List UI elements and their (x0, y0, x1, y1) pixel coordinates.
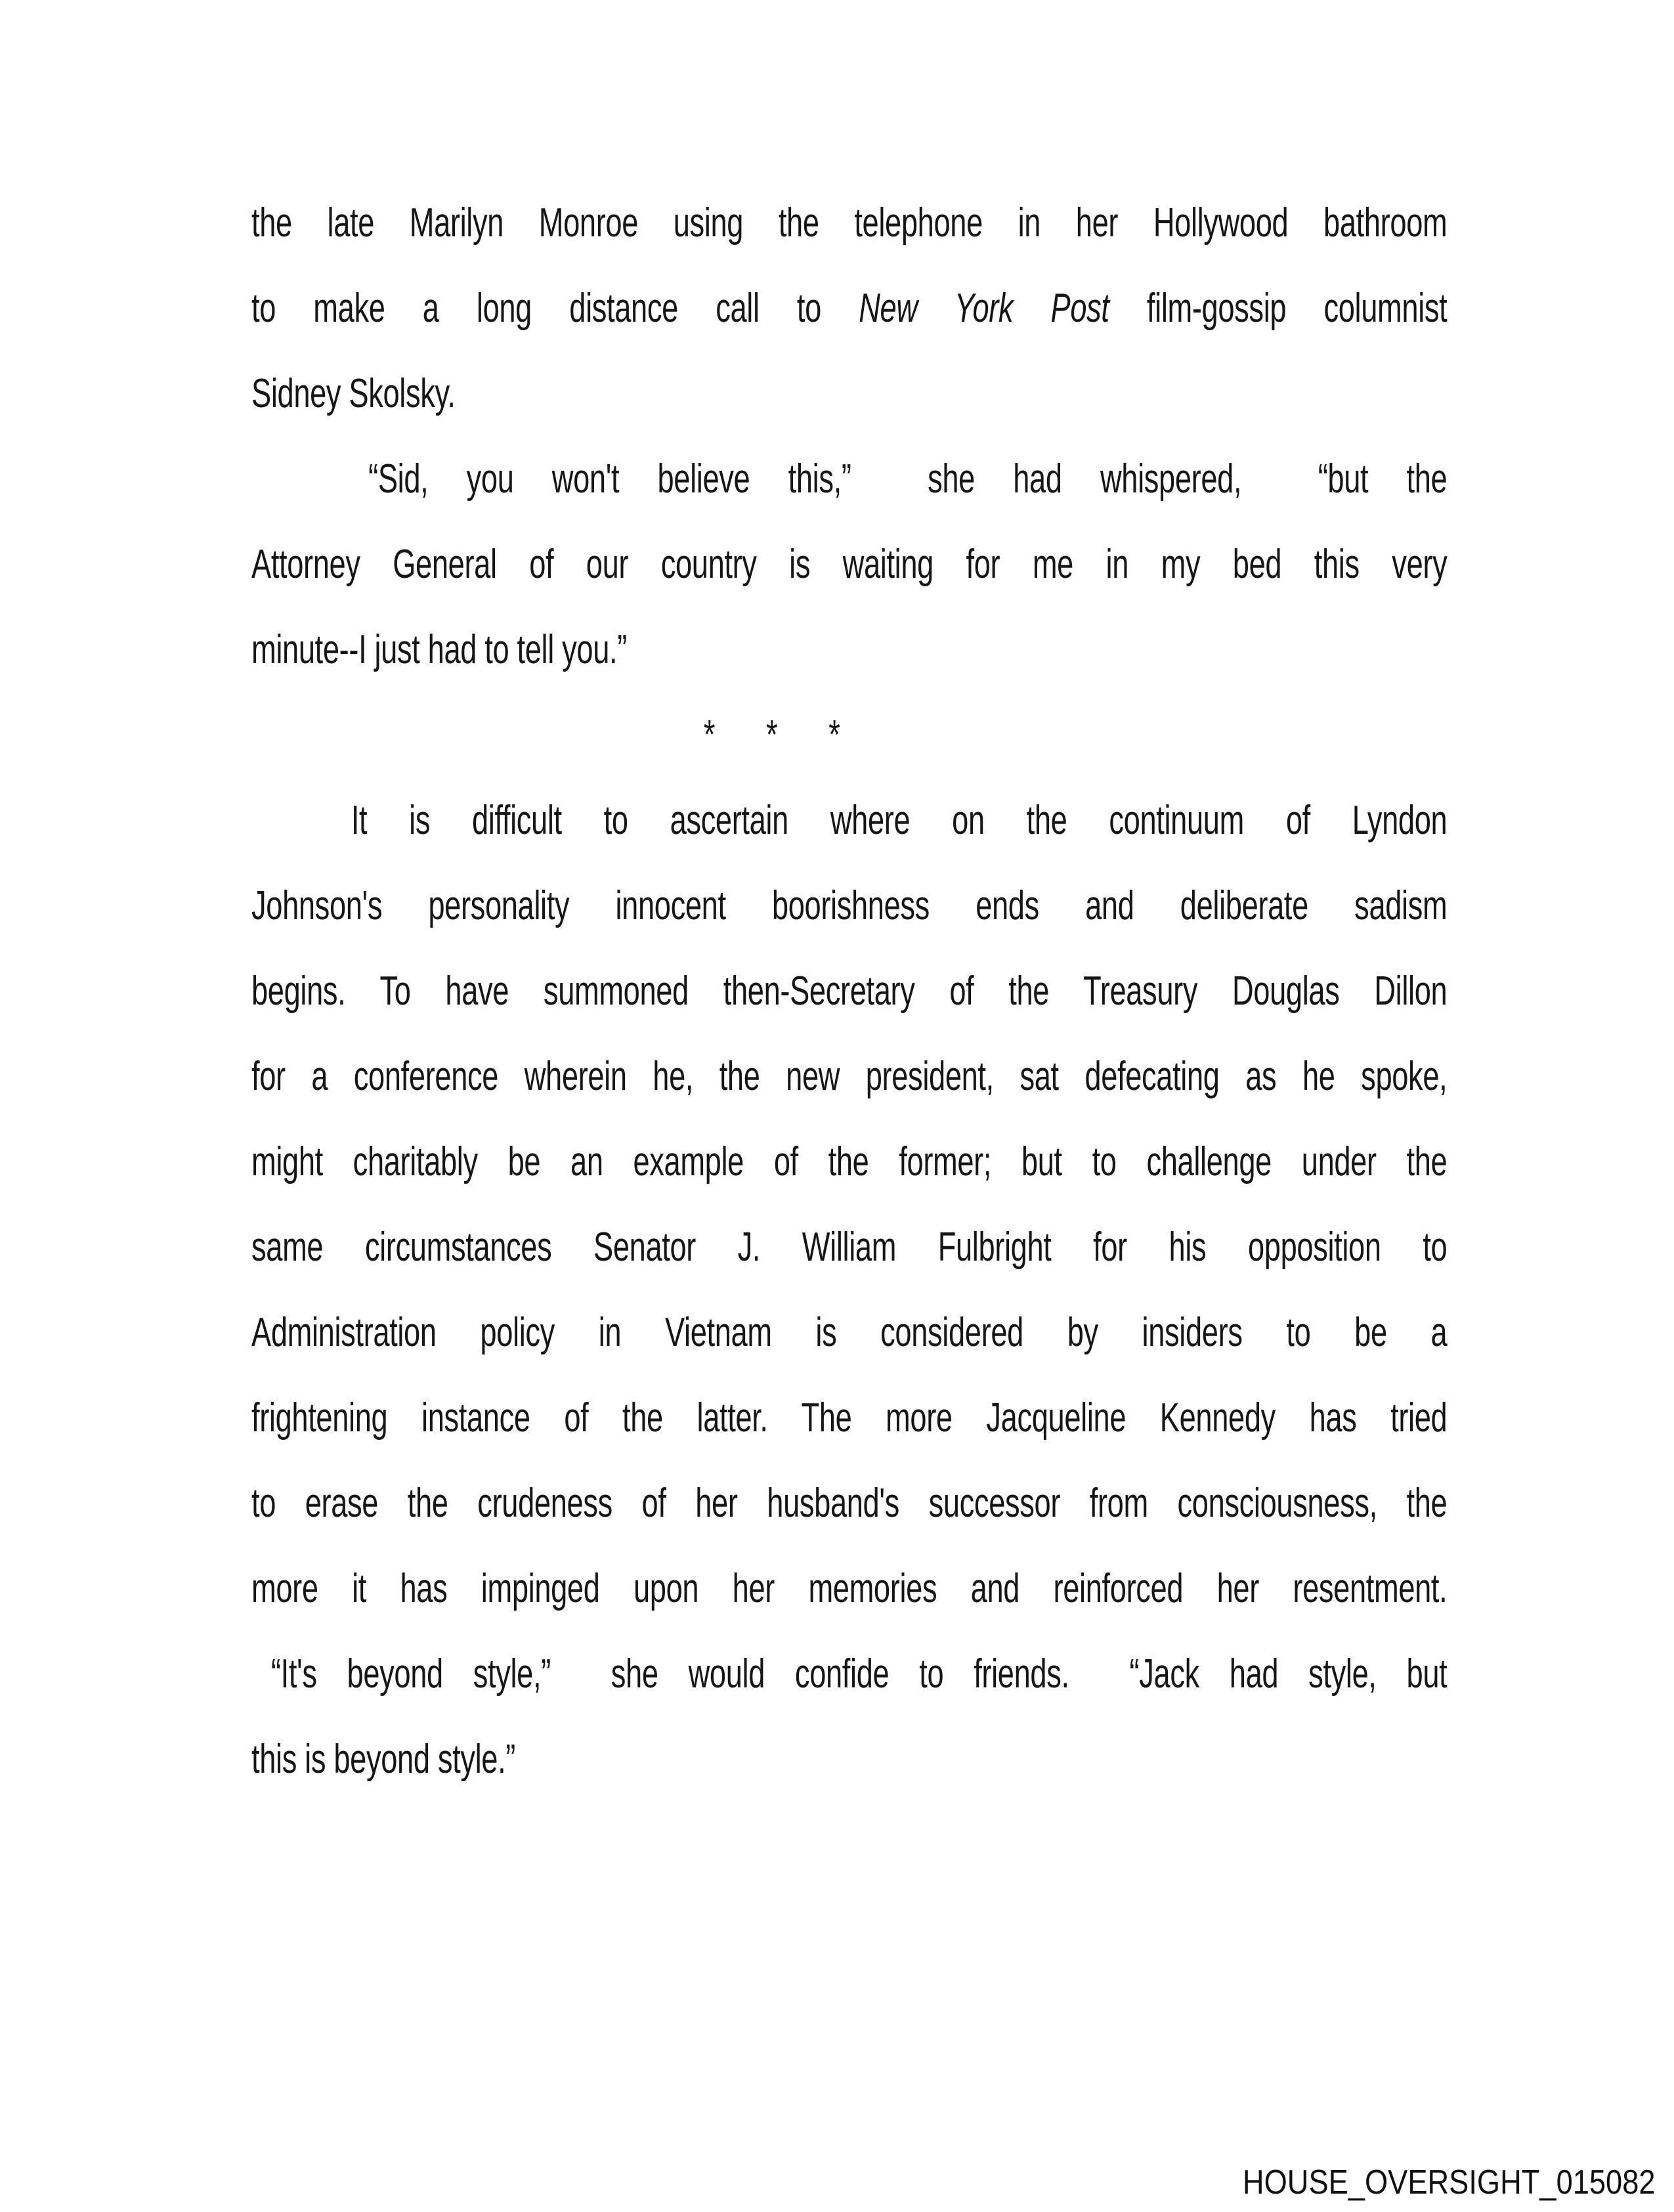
text-line (251, 1717, 1447, 1802)
text-segment: to erase the crudeness of her husband's successor from consciousness, the (251, 1481, 1448, 1526)
text-line (251, 1119, 1447, 1205)
text-line (251, 522, 1447, 607)
text-segment: the late Marilyn Monroe using the telephone in her Hollywood bathroom (251, 200, 1448, 246)
bates-number: HOUSE_OVERSIGHT_015082 (1243, 2163, 1656, 2201)
text-line (251, 1205, 1447, 1290)
italic-text-segment: New York Post (859, 286, 1109, 331)
text-line (251, 181, 1447, 266)
text-segment: “It's beyond style,” she would confide to friends. “Jack had style, but (270, 1651, 1448, 1697)
text-line (251, 1376, 1447, 1461)
text-line (251, 437, 1447, 522)
text-segment: this is beyond style.” (251, 1737, 516, 1782)
text-segment: to make a long distance call to (251, 286, 859, 331)
text-line (251, 1461, 1447, 1546)
text-line (251, 1290, 1447, 1376)
text-segment: Administration policy in Vietnam is considered by insiders to be a (251, 1310, 1448, 1355)
text-segment: * * * (703, 712, 840, 758)
text-line (251, 607, 1447, 693)
text-segment: for a conference wherein he, the new president, sat defecating as he spoke, (251, 1054, 1448, 1099)
text-segment: Sidney Skolsky. (251, 371, 456, 416)
text-segment: begins. To have summoned then-Secretary of the Treasury Douglas Dillon (251, 968, 1448, 1014)
section-break-stars (174, 693, 1369, 778)
text-segment: same circumstances Senator J. William Fulbright for his opposition to (251, 1225, 1448, 1270)
text-line (251, 1632, 1447, 1717)
text-line (251, 863, 1447, 949)
text-segment: It is difficult to ascertain where on the continuum of Lyndon (351, 798, 1448, 843)
text-line (251, 778, 1447, 863)
text-segment: film-gossip columnist (1109, 286, 1448, 331)
text-line (251, 351, 1447, 437)
document-text-block (251, 181, 1447, 1802)
text-segment: “Sid, you won't believe this,” she had whispered, “but the (368, 456, 1448, 502)
text-line (251, 1034, 1447, 1119)
text-segment: Attorney General of our country is waiting for me in my bed this very (251, 542, 1448, 587)
text-segment: Johnson's personality innocent boorishness ends and deliberate sadism (251, 883, 1448, 928)
text-line (251, 266, 1447, 351)
text-segment: minute--I just had to tell you.” (251, 627, 627, 672)
text-segment: frightening instance of the latter. The more Jacqueline Kennedy has tried (251, 1395, 1448, 1441)
text-segment: more it has impinged upon her memories and reinforced her resentment. (251, 1566, 1448, 1611)
text-line (251, 1546, 1447, 1632)
text-segment: might charitably be an example of the former; but to challenge under the (251, 1139, 1448, 1184)
text-line (251, 949, 1447, 1034)
